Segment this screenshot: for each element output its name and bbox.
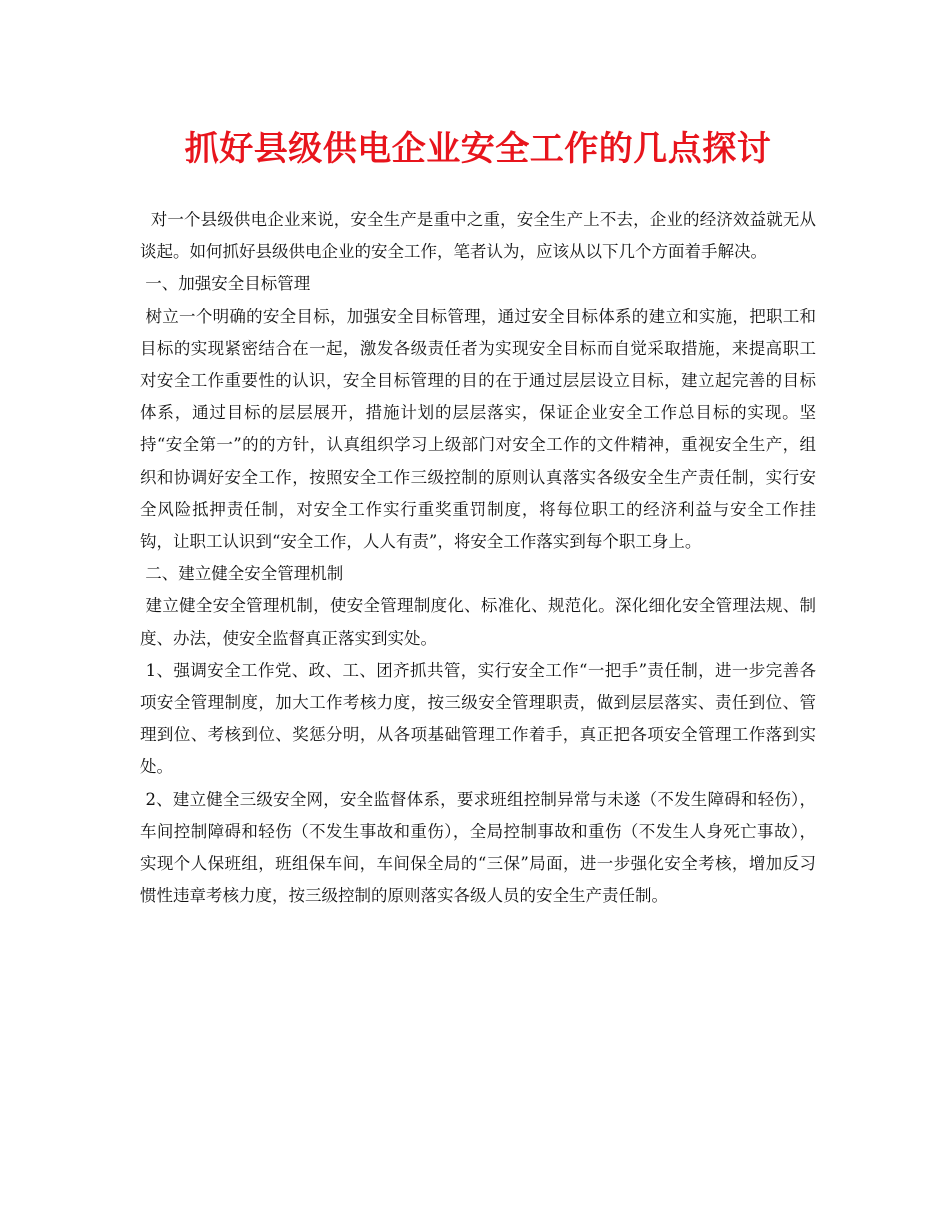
document-page: [140, 118, 816, 912]
document-body: [140, 204, 816, 912]
document-title: 抓好县级供电企业安全工作的几点探讨: [184, 129, 772, 169]
section-2-item-1: 1、强调安全工作党、政、工、团齐抓共管，实行安全工作“一把手”责任制，进一步完善各项安全管理制度，加大工作考核力度，按三级安全管理职责，做到层层落实、责任到位、管理到位、考核到位、奖惩分明，从各项基础管理工作着手，真正把各项安全管理工作落到实处。: [140, 660, 817, 777]
section-heading-1: 一、加强安全目标管理: [140, 274, 311, 294]
section-2-paragraph: 建立健全安全管理机制，使安全管理制度化、标准化、规范化。深化细化安全管理法规、制度、办法，使安全监督真正落实到实处。: [140, 596, 816, 648]
section-1-paragraph: 树立一个明确的安全目标，加强安全目标管理，通过安全目标体系的建立和实施，把职工和目标的实现紧密结合在一起，激发各级责任者为实现安全目标而自觉采取措施，来提高职工对安全工作重要性的认识，安全目标管理的目的在于通过层层设立目标，建立起完善的目标体系，通过目标的层层展开，措施计划的层层落实，保证企业安全工作总目标的实现。坚持“安全第一”的的方针，认真组织学习上级部门对安全工作的文件精神，重视安全生产，组织和协调好安全工作，按照安全工作三级控制的原则认真落实各级安全生产责任制，实行安全风险抵押责任制，对安全工作实行重奖重罚制度，将每位职工的经济利益与安全工作挂钩，让职工认识到“安全工作，人人有责”，将安全工作落实到每个职工身上。: [140, 306, 816, 552]
intro-paragraph: 对一个县级供电企业来说，安全生产是重中之重，安全生产上不去，企业的经济效益就无从谈起。如何抓好县级供电企业的安全工作，笔者认为，应该从以下几个方面着手解决。: [140, 210, 816, 262]
section-heading-2: 二、建立健全安全管理机制: [140, 564, 344, 584]
section-2-item-2: 2、建立健全三级安全网，安全监督体系，要求班组控制异常与未遂（不发生障碍和轻伤），车间控制障碍和轻伤（不发生事故和重伤），全局控制事故和重伤（不发生人身死亡事故），实现个人保班组，班组保车间，车间保全局的“三保”局面，进一步强化安全考核，增加反习惯性违章考核力度，按三级控制的原则落实各级人员的安全生产责任制。: [140, 789, 816, 906]
